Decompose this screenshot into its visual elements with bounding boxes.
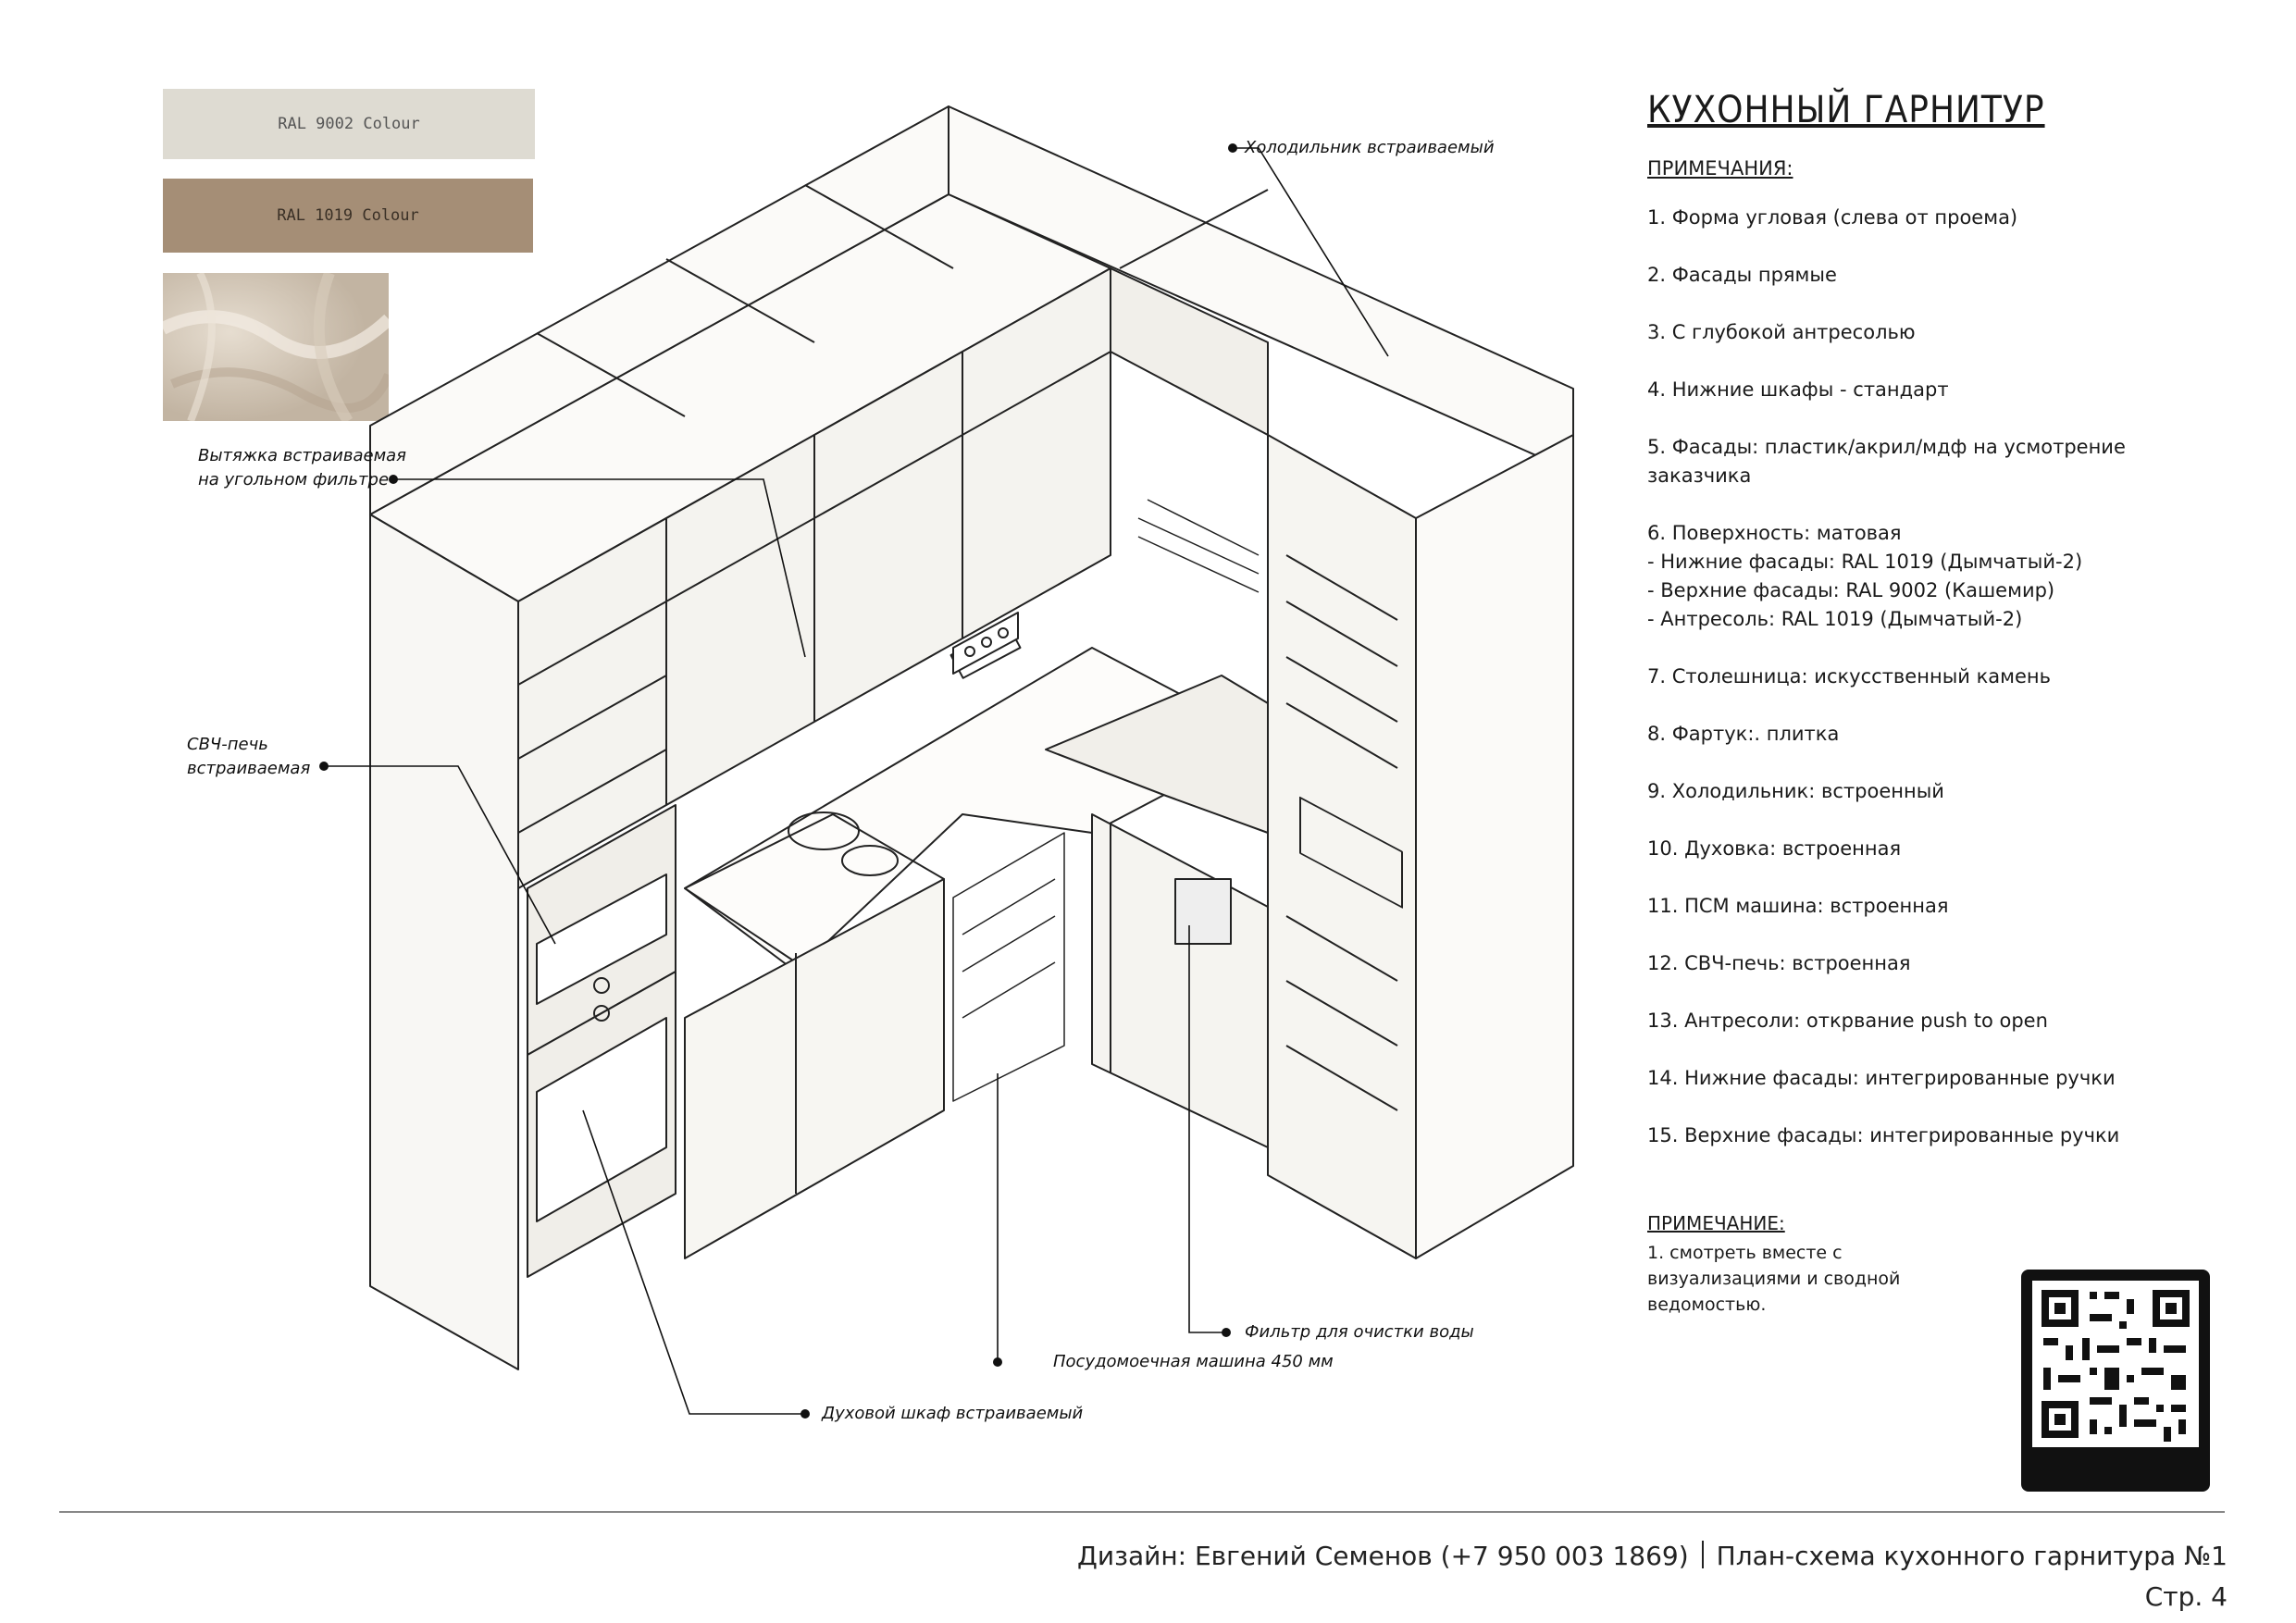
swatch-label: RAL 1019 Colour [277, 206, 419, 225]
fridge-column [1268, 435, 1573, 1258]
note-item: 11. ПСМ машина: встроенная [1647, 895, 1949, 917]
note-item: 8. Фартук:. плитка [1647, 723, 1840, 745]
note-item: 2. Фасады прямые [1647, 264, 1837, 286]
callout-dishwasher: Посудомоечная машина 450 мм [1053, 1352, 1334, 1371]
dishwasher [953, 833, 1064, 1101]
microwave-and-oven [527, 805, 676, 1277]
dish-rack [1138, 500, 1259, 592]
note-item: 10. Духовка: встроенная [1647, 837, 1902, 860]
note-item: 5. Фасады: пластик/акрил/мдф на усмотрение заказчика [1647, 436, 2126, 487]
page-title: КУХОННЫЙ ГАРНИТУР [1647, 89, 2045, 131]
note-item: 13. Антресоли: открвание push to open [1647, 1010, 2048, 1032]
note-subitem: - Верхние фасады: RAL 9002 (Кашемир) [1647, 579, 2055, 601]
footer [1077, 1536, 2228, 1617]
note-item: 3. С глубокой антресолью [1647, 321, 1916, 343]
callout-water-filter: Фильтр для очистки воды [1245, 1322, 1474, 1342]
notes-heading: ПРИМЕЧАНИЯ: [1647, 157, 1793, 180]
callout-hood-line2: на угольном фильтре [198, 470, 390, 489]
note-item: 4. Нижние шкафы - стандарт [1647, 378, 1949, 401]
footer-plan-title: План-схема кухонного гарнитура №1 [1716, 1541, 2228, 1571]
footer-divider [59, 1511, 2225, 1513]
note-item: 6. Поверхность: матовая [1647, 522, 1902, 544]
remark-heading: ПРИМЕЧАНИЕ: [1647, 1212, 1785, 1234]
qr-code-icon [2021, 1270, 2210, 1492]
note-subitem: - Антресоль: RAL 1019 (Дымчатый-2) [1647, 608, 2023, 630]
note-subitem: - Нижние фасады: RAL 1019 (Дымчатый-2) [1647, 551, 2083, 573]
note-item: 1. Форма угловая (слева от проема) [1647, 206, 2018, 229]
note-item: 7. Столешница: искусственный камень [1647, 665, 2052, 688]
note-item: 9. Холодильник: встроенный [1647, 780, 1944, 802]
footer-designer: Дизайн: Евгений Семенов (+7 950 003 1869) [1077, 1541, 1689, 1571]
footer-separator [1702, 1541, 1704, 1568]
note-item: 12. СВЧ-печь: встроенная [1647, 952, 1911, 974]
callout-oven: Духовой шкаф встраиваемый [822, 1404, 1084, 1423]
qr-code [2021, 1270, 2210, 1492]
swatch-label: RAL 9002 Colour [278, 115, 420, 133]
callout-fridge: Холодильник встраиваемый [1245, 138, 1495, 157]
note-item: 15. Верхние фасады: интегрированные ручки [1647, 1124, 2120, 1146]
water-filter [1175, 879, 1231, 944]
callout-hood-line1: Вытяжка встраиваемая [198, 446, 407, 465]
footer-page-number: Стр. 4 [2144, 1581, 2228, 1612]
note-item: 14. Нижние фасады: интегрированные ручки [1647, 1067, 2116, 1089]
remark-text: 1. смотреть вместе с визуализациями и сводной ведомостью. [1647, 1243, 1901, 1315]
notes-panel [1647, 89, 2166, 1179]
callout-microwave-line1: СВЧ-печь [187, 735, 268, 754]
callout-microwave-line2: встраиваемая [187, 759, 311, 778]
